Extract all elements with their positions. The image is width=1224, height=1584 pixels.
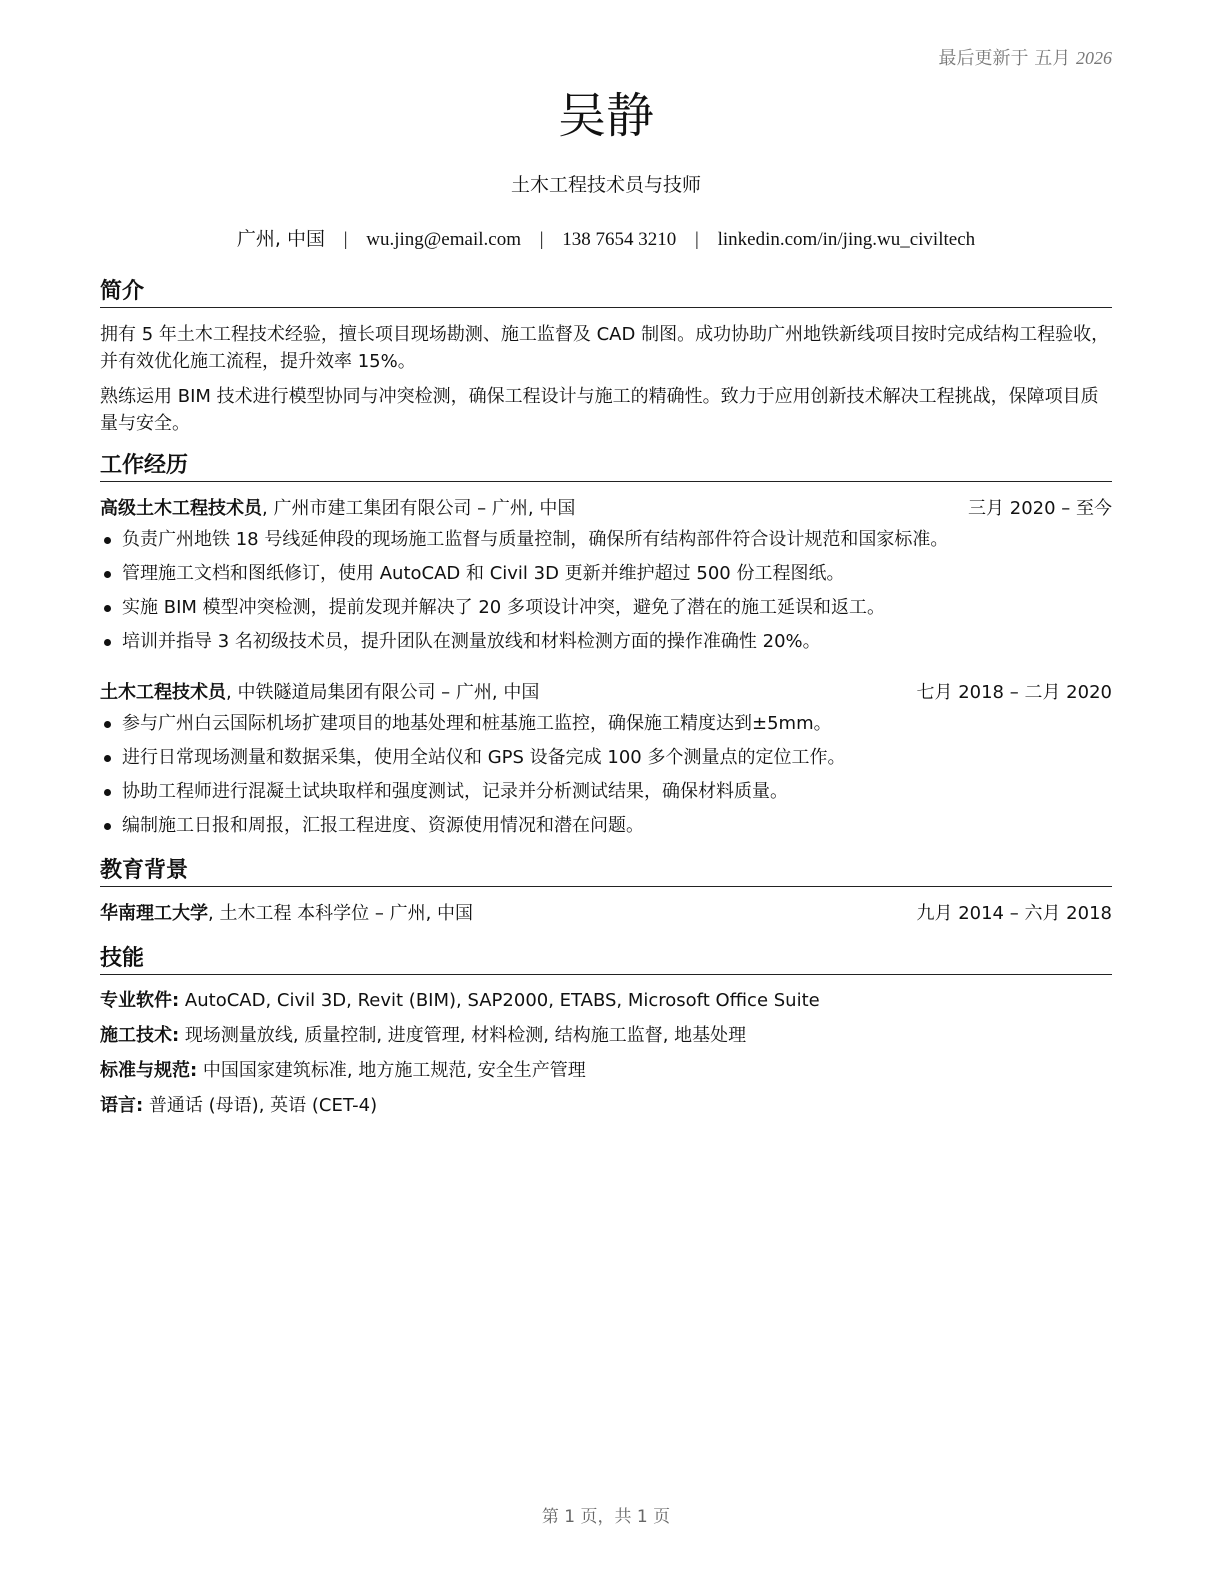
candidate-name: 吴静 bbox=[557, 88, 654, 144]
skill-value: 普通话 (母语), 英语 (CET-4) bbox=[143, 1095, 378, 1116]
skill-label: 施工技术: bbox=[100, 1025, 180, 1046]
job-header bbox=[100, 496, 1112, 522]
summary-paragraph: 熟练运用 BIM 技术进行模型协同与冲突检测，确保工程设计与施工的精确性。致力于应用创新技术解决工程挑战，保障项目质量与安全。 bbox=[100, 386, 1099, 434]
list-item: 进行日常现场测量和数据采集，使用全站仪和 GPS 设备完成 100 多个测量点的定位工作。 bbox=[100, 741, 1112, 775]
list-item: 参与广州白云国际机场扩建项目的地基处理和桩基施工监控，确保施工精度达到±5mm。 bbox=[100, 707, 1112, 741]
skill-line bbox=[100, 1093, 1112, 1119]
job-dates: 三月 2020 – 至今 bbox=[968, 498, 1112, 519]
last-updated-prefix: 最后更新于 五月 bbox=[938, 48, 1071, 69]
contact-line bbox=[100, 224, 1112, 251]
list-item: 编制施工日报和周报，汇报工程进度、资源使用情况和潜在问题。 bbox=[100, 809, 1112, 843]
skill-value: 中国国家建筑标准, 地方施工规范, 安全生产管理 bbox=[197, 1060, 586, 1081]
job-header bbox=[100, 680, 1112, 706]
education-school: 华南理工大学 bbox=[100, 903, 208, 924]
section-heading-summary: 简介 bbox=[100, 278, 1112, 308]
skill-value: AutoCAD, Civil 3D, Revit (BIM), SAP2000, ETABS, Microsoft Office Suite bbox=[179, 990, 820, 1011]
contact-phone: 138 7654 3210 bbox=[562, 229, 677, 250]
contact-separator: | bbox=[695, 229, 699, 250]
section-heading-education: 教育背景 bbox=[100, 857, 1112, 887]
list-item: 协助工程师进行混凝土试块取样和强度测试，记录并分析测试结果，确保材料质量。 bbox=[100, 775, 1112, 809]
skill-label: 语言: bbox=[100, 1095, 144, 1116]
list-item: 实施 BIM 模型冲突检测，提前发现并解决了 20 多项设计冲突，避免了潜在的施工延误和返工。 bbox=[100, 591, 1112, 625]
contact-separator: | bbox=[343, 229, 348, 250]
education-entry bbox=[100, 901, 1112, 927]
job-role: 高级土木工程技术员 bbox=[100, 498, 262, 519]
skill-line bbox=[100, 988, 1112, 1014]
job-company: , 广州市建工集团有限公司 – 广州, 中国 bbox=[262, 498, 576, 519]
contact-separator: | bbox=[539, 229, 544, 250]
section-heading-skills: 技能 bbox=[100, 945, 1112, 975]
job-company: , 中铁隧道局集团有限公司 – 广州, 中国 bbox=[226, 682, 540, 703]
last-updated-year: 2026 bbox=[1076, 48, 1112, 68]
contact-email[interactable]: wu.jing@email.com bbox=[366, 229, 521, 250]
skill-label: 标准与规范: bbox=[100, 1060, 198, 1081]
skill-label: 专业软件: bbox=[100, 990, 180, 1011]
job-bullets bbox=[100, 523, 1112, 659]
skill-value: 现场测量放线, 质量控制, 进度管理, 材料检测, 结构施工监督, 地基处理 bbox=[179, 1025, 747, 1046]
contact-linkedin[interactable]: linkedin.com/in/jing.wu_civiltech bbox=[717, 229, 976, 250]
education-dates: 九月 2014 – 六月 2018 bbox=[916, 903, 1112, 924]
section-heading-experience: 工作经历 bbox=[100, 452, 1112, 482]
list-item: 管理施工文档和图纸修订，使用 AutoCAD 和 Civil 3D 更新并维护超过 500 份工程图纸。 bbox=[100, 557, 1112, 591]
job-dates: 七月 2018 – 二月 2020 bbox=[916, 682, 1112, 703]
last-updated bbox=[939, 44, 1112, 70]
skill-line bbox=[100, 1058, 1112, 1084]
candidate-title: 土木工程技术员与技师 bbox=[510, 174, 701, 196]
page-footer: 第 1 页，共 1 页 bbox=[541, 1507, 671, 1527]
contact-location: 广州, 中国 bbox=[236, 228, 325, 250]
job-bullets bbox=[100, 707, 1112, 843]
job-role: 土木工程技术员 bbox=[100, 682, 226, 703]
skill-line bbox=[100, 1023, 1112, 1049]
summary-paragraph: 拥有 5 年土木工程技术经验，擅长项目现场勘测、施工监督及 CAD 制图。成功协助广州地铁新线项目按时完成结构工程验收，并有效优化施工流程，提升效率 15%。 bbox=[100, 324, 1110, 372]
resume-page bbox=[100, 0, 1112, 1584]
list-item: 培训并指导 3 名初级技术员，提升团队在测量放线和材料检测方面的操作准确性 20%。 bbox=[100, 625, 1112, 659]
education-detail: , 土木工程 本科学位 – 广州, 中国 bbox=[208, 903, 474, 924]
list-item: 负责广州地铁 18 号线延伸段的现场施工监督与质量控制，确保所有结构部件符合设计规范和国家标准。 bbox=[100, 523, 1112, 557]
